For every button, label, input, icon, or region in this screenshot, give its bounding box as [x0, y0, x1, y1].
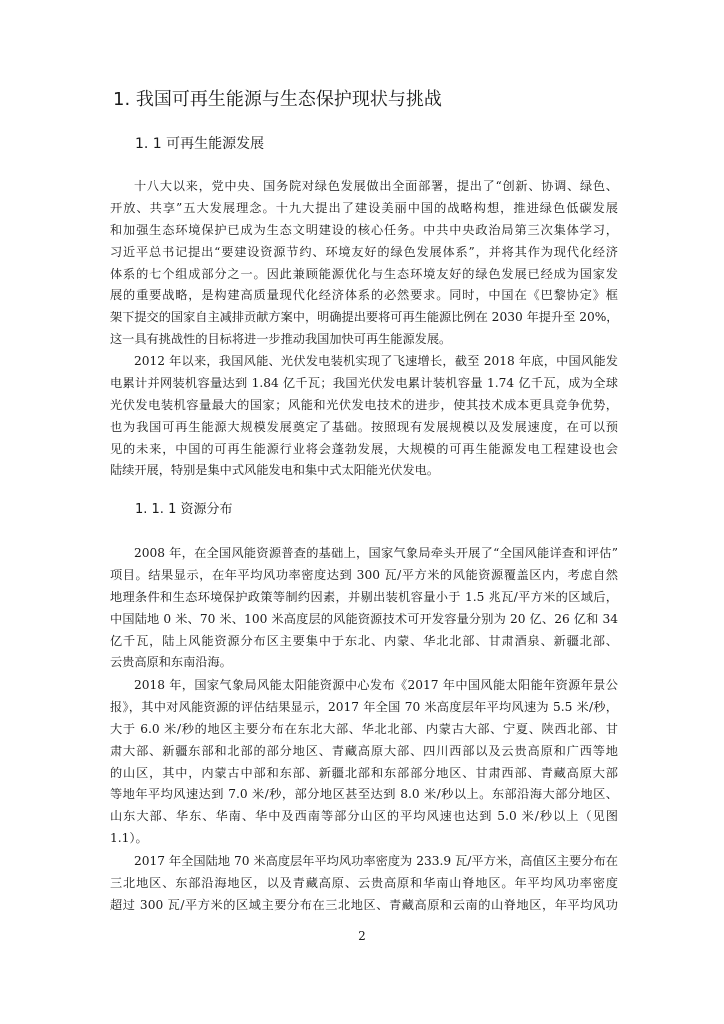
- text-line: 十八大以来，党中央、国务院对绿色发展做出全面部署，提出了“创新、协调、绿色、: [134, 179, 618, 193]
- text-line: 见的未来，中国的可再生能源行业将会蓬勃发展，大规模的可再生能源发电工程建设也会: [110, 441, 618, 456]
- text-line: 也为我国可再生能源大规模发展奠定了基础。按照现有发展规模以及发展速度，在可以预: [110, 419, 618, 434]
- text-line: 2017 年全国陆地 70 米高度层年平均风功率密度为 233.9 瓦/平方米，高值区主要分布在: [134, 854, 618, 868]
- paragraph-wind-survey-2008: [110, 543, 618, 674]
- subsection-heading: 1. 1 可再生能源发展: [135, 136, 265, 152]
- paragraph-installed-capacity: [110, 351, 618, 482]
- text-line: 和加强生态环境保护已成为生态文明建设的核心任务。中共中央政治局第三次集体学习，: [110, 222, 618, 237]
- text-line: 超过 300 瓦/平方米的区域主要分布在三北地区、青藏高原和云南的山脊地区，年平均风功: [110, 897, 618, 912]
- text-line: 亿千瓦，陆上风能资源分布区主要集中于东北、内蒙、华北北部、甘肃酒泉、新疆北部、: [110, 633, 618, 648]
- text-line: 展的重要战略，是构建高质量现代化经济体系的必然要求。同时，中国在《巴黎协定》框: [110, 288, 618, 303]
- text-line: 山东大部、华东、华南、华中及西南等部分山区的平均风速也达到 5.0 米/秒以上（见图: [110, 809, 618, 824]
- text-line: 的山区，其中，内蒙古中部和东部、新疆北部和东部部分地区、甘肃西部、青藏高原大部: [110, 765, 618, 780]
- text-line: 2012 年以来，我国风能、光伏发电装机实现了飞速增长，截至 2018 年底，中国风能发: [134, 354, 618, 368]
- text-line: 肃大部、新疆东部和北部的部分地区、青藏高原大部、四川西部以及云贵高原和广西等地: [110, 743, 618, 758]
- paragraph-wind-power-density: [110, 851, 618, 917]
- text-line: 2008 年，在全国风能资源普查的基础上，国家气象局牵头开展了“全国风能详查和评估”: [134, 546, 618, 560]
- text-line: 架下提交的国家自主减排贡献方案中，明确提出要将可再生能源比例在 2030 年提升至 20%，: [110, 310, 618, 325]
- text-line: 等地年平均风速达到 7.0 米/秒，部分地区甚至达到 8.0 米/秒以上。东部沿海大部分地区、: [110, 787, 618, 802]
- page-number: 2: [358, 929, 366, 943]
- text-line: 报》，其中对风能资源的评估结果显示，2017 年全国 70 米高度层年平均风速为 5.5 米/秒，: [110, 699, 618, 714]
- text-line: 云贵高原和东南沿海。: [110, 655, 232, 670]
- text-line: 项目。结果显示，在年平均风功率密度达到 300 瓦/平方米的风能资源覆盖区内，考虑自然: [110, 567, 618, 582]
- text-line: 体系的七个组成部分之一。因此兼顾能源优化与生态环境友好的绿色发展已经成为国家发: [110, 266, 618, 281]
- text-line: 三北地区、东部沿海地区，以及青藏高原、云贵高原和华南山脊地区。年平均风功率密度: [110, 875, 618, 890]
- text-line: 陆续开展，特别是集中式风能发电和集中式太阳能光伏发电。: [110, 463, 440, 478]
- text-line: 开放、共享”五大发展理念。十九大提出了建设美丽中国的战略构想，推进绿色低碳发展: [110, 200, 618, 215]
- text-line: 中国陆地 0 米、70 米、100 米高度层的风能资源技术可开发容量分别为 20 亿、26 亿和 34: [110, 611, 618, 626]
- text-line: 2018 年，国家气象局风能太阳能资源中心发布《2017 年中国风能太阳能年资源年景公: [134, 678, 618, 692]
- text-line: 光伏发电装机容量最大的国家；风能和光伏发电技术的进步，使其技术成本更具竞争优势，: [110, 397, 618, 412]
- text-line: 这一具有挑战性的目标将进一步推动我国加快可再生能源发展。: [110, 332, 452, 347]
- text-line: 电累计并网装机容量达到 1.84 亿千瓦；我国光伏发电累计装机容量 1.74 亿千瓦，成为全球: [110, 375, 618, 390]
- section-heading: 1. 我国可再生能源与生态保护现状与挑战: [113, 89, 442, 110]
- text-line: 习近平总书记提出“要建设资源节约、环境友好的绿色发展体系”，并将其作为现代化经济: [110, 244, 618, 259]
- text-line: 地理条件和生态环境保护政策等制约因素，并剔出装机容量小于 1.5 兆瓦/平方米的区域后，: [110, 589, 618, 604]
- paragraph-green-development: [110, 176, 618, 351]
- text-line: 大于 6.0 米/秒的地区主要分布在东北大部、华北北部、内蒙古大部、宁夏、陕西北部、甘: [110, 721, 618, 736]
- subsubsection-heading: 1. 1. 1 资源分布: [135, 502, 233, 517]
- text-line: 1.1）。: [110, 831, 148, 846]
- paragraph-wind-speed-2017: [110, 675, 618, 850]
